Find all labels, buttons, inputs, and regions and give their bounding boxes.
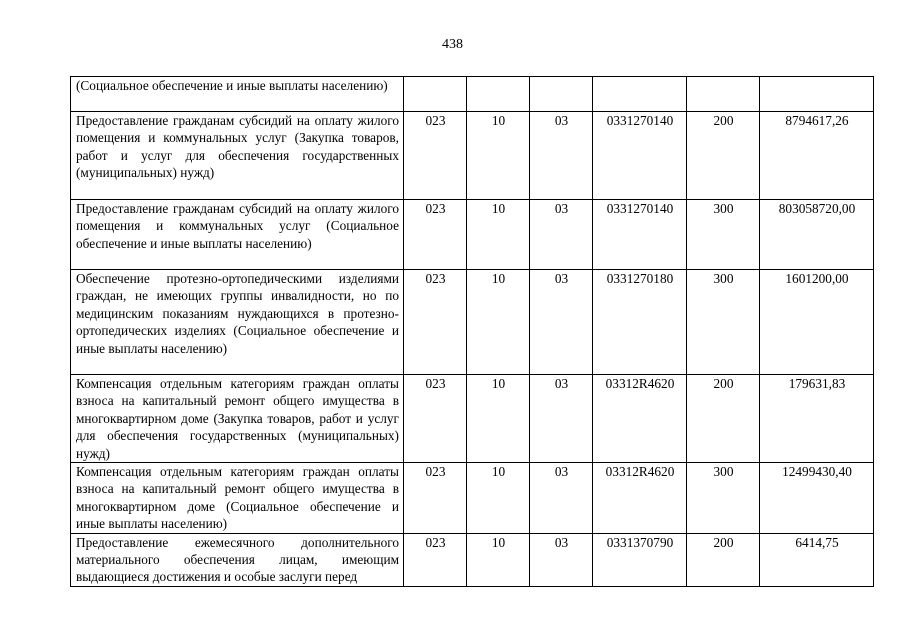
- subsection-code-cell: 03: [530, 375, 593, 463]
- target-code-cell: [593, 77, 687, 112]
- row-description: Компенсация отдельным категориям граждан оплаты взноса на капитальный ремонт общего имущества в многоквартирном доме (Социальное обеспечение и иные выплаты населению): [71, 463, 404, 534]
- gov-code-cell: 023: [404, 533, 467, 586]
- table-row: [71, 270, 874, 375]
- table-row: [71, 375, 874, 463]
- row-description: Предоставление ежемесячного дополнительного материального обеспечения лицам, имеющим выдающиеся достижения и особые заслуги перед: [71, 533, 404, 586]
- amount-cell: 1601200,00: [760, 270, 874, 375]
- gov-code-cell: 023: [404, 112, 467, 200]
- table-row: [71, 77, 874, 112]
- section-code-cell: 10: [467, 375, 530, 463]
- target-code-cell: 0331270140: [593, 200, 687, 270]
- section-code-cell: 10: [467, 533, 530, 586]
- expense-type-cell: 200: [687, 375, 760, 463]
- expense-type-cell: 300: [687, 200, 760, 270]
- amount-cell: 179631,83: [760, 375, 874, 463]
- table-row: [71, 112, 874, 200]
- gov-code-cell: 023: [404, 200, 467, 270]
- gov-code-cell: 023: [404, 270, 467, 375]
- section-code-cell: 10: [467, 112, 530, 200]
- target-code-cell: 0331270140: [593, 112, 687, 200]
- subsection-code-cell: 03: [530, 533, 593, 586]
- row-description: (Социальное обеспечение и иные выплаты населению): [71, 77, 404, 112]
- page-number: 438: [442, 37, 463, 52]
- expense-type-cell: 200: [687, 533, 760, 586]
- section-code-cell: 10: [467, 200, 530, 270]
- subsection-code-cell: 03: [530, 463, 593, 534]
- gov-code-cell: [404, 77, 467, 112]
- expense-type-cell: 300: [687, 270, 760, 375]
- table-row: [71, 533, 874, 586]
- expense-type-cell: 200: [687, 112, 760, 200]
- amount-cell: 12499430,40: [760, 463, 874, 534]
- amount-cell: 803058720,00: [760, 200, 874, 270]
- budget-table: [70, 76, 874, 587]
- amount-cell: [760, 77, 874, 112]
- gov-code-cell: 023: [404, 375, 467, 463]
- amount-cell: 6414,75: [760, 533, 874, 586]
- subsection-code-cell: [530, 77, 593, 112]
- expense-type-cell: 300: [687, 463, 760, 534]
- target-code-cell: 03312R4620: [593, 463, 687, 534]
- expense-type-cell: [687, 77, 760, 112]
- gov-code-cell: 023: [404, 463, 467, 534]
- table-row: [71, 200, 874, 270]
- section-code-cell: 10: [467, 463, 530, 534]
- target-code-cell: 03312R4620: [593, 375, 687, 463]
- row-description: Предоставление гражданам субсидий на оплату жилого помещения и коммунальных услуг (Закупка товаров, работ и услуг для обеспечения государственных (муниципальных) нужд): [71, 112, 404, 200]
- subsection-code-cell: 03: [530, 200, 593, 270]
- amount-cell: 8794617,26: [760, 112, 874, 200]
- section-code-cell: 10: [467, 270, 530, 375]
- row-description: Компенсация отдельным категориям граждан оплаты взноса на капитальный ремонт общего имущества в многоквартирном доме (Закупка товаров, работ и услуг для обеспечения государственных (муниципальных) нужд): [71, 375, 404, 463]
- subsection-code-cell: 03: [530, 270, 593, 375]
- row-description: Обеспечение протезно-ортопедическими изделиями граждан, не имеющих группы инвалидности, но по медицинским показаниям нуждающихся в протезно-ортопедических изделиях (Социальное обеспечение и иные выплаты населению): [71, 270, 404, 375]
- table-row: [71, 463, 874, 534]
- target-code-cell: 0331270180: [593, 270, 687, 375]
- row-description: Предоставление гражданам субсидий на оплату жилого помещения и коммунальных услуг (Социальное обеспечение и иные выплаты населению): [71, 200, 404, 270]
- target-code-cell: 0331370790: [593, 533, 687, 586]
- subsection-code-cell: 03: [530, 112, 593, 200]
- section-code-cell: [467, 77, 530, 112]
